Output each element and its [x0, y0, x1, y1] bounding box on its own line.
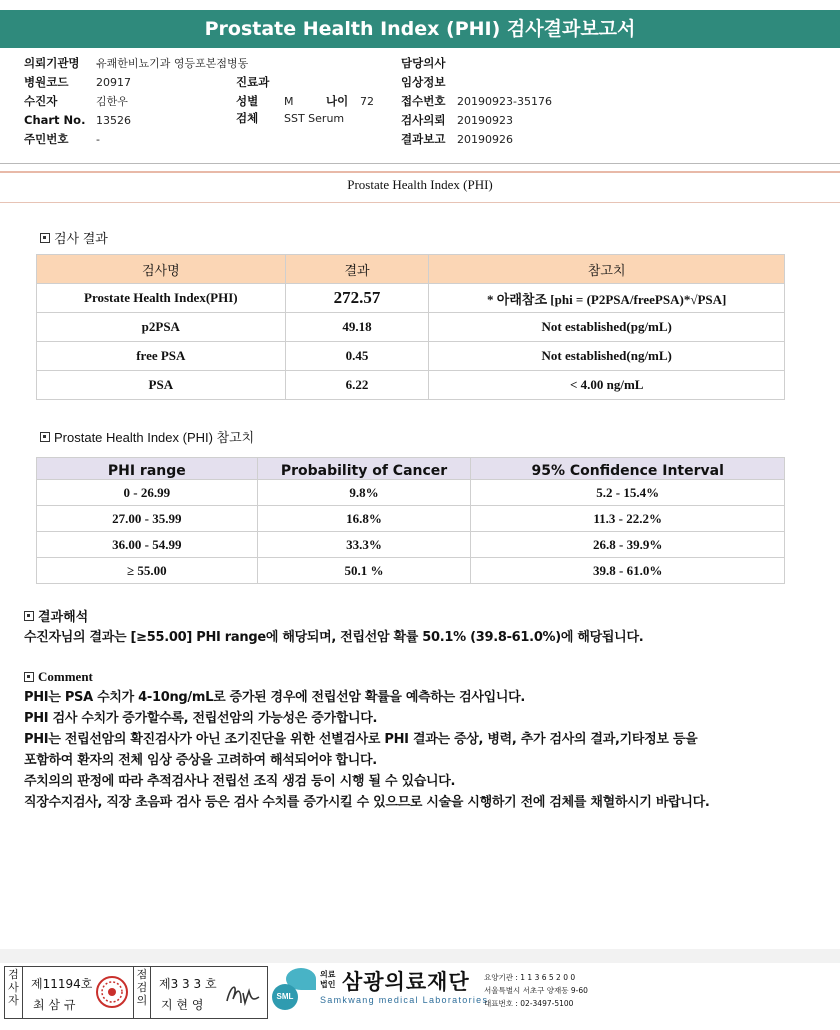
test-reference: < 4.00 ng/mL — [429, 371, 785, 400]
checkbox-square-icon — [24, 611, 34, 621]
header-result: 결과 — [285, 255, 429, 284]
footer-band — [0, 949, 840, 963]
interpretation-heading: 결과해석 — [24, 606, 88, 625]
org-contact — [484, 971, 588, 1010]
probability: 9.8% — [257, 480, 471, 506]
probability: 33.3% — [257, 532, 471, 558]
verifier-number: 제3 3 3 호 — [159, 977, 217, 991]
divider — [0, 163, 840, 164]
test-value: 0.45 — [285, 342, 429, 371]
comment-line: 직장수지검사, 직장 초음파 검사 등은 검사 수치를 증가시킬 수 있으므로 시술을 시행하기 전에 검체를 채혈하시기 바랍니다. — [24, 795, 710, 810]
checkbox-square-icon — [24, 672, 34, 682]
id-label: 주민번호 — [24, 132, 69, 146]
header-phi-range: PHI range — [37, 458, 258, 480]
name-value: 김한우 — [96, 95, 128, 108]
comment-heading: Comment — [24, 669, 93, 685]
test-reference: * 아래참조 [phi = (P2PSA/freePSA)*√PSA] — [429, 284, 785, 313]
request-label: 검사의뢰 — [401, 113, 446, 127]
ward-label: 병동 — [227, 57, 249, 70]
confidence: 39.8 - 61.0% — [471, 558, 785, 584]
clinical-label: 임상정보 — [401, 75, 446, 89]
report-label: 결과보고 — [401, 132, 446, 146]
table-row — [37, 284, 785, 313]
checkbox-square-icon — [40, 432, 50, 442]
table-header-row — [37, 458, 785, 480]
header-reference: 참고치 — [429, 255, 785, 284]
verifier-label: 점 검 의 — [133, 967, 151, 1018]
table-row — [37, 313, 785, 342]
institution-label: 의뢰기관명 — [24, 56, 80, 70]
hospital-code-label: 병원코드 — [24, 75, 69, 89]
probability: 16.8% — [257, 506, 471, 532]
reference-table — [36, 457, 785, 584]
age-value: 72 — [360, 95, 374, 108]
examiner-label: 검 사 자 — [5, 967, 23, 1018]
comment-line: PHI 검사 수치가 증가할수록, 전립선암의 가능성은 증가합니다. — [24, 711, 378, 726]
org-logo — [272, 966, 588, 1022]
comment-line: 포함하여 환자의 전체 임상 증상을 고려하여 해석되어야 합니다. — [24, 753, 377, 768]
checkbox-square-icon — [40, 233, 50, 243]
institution-value: 유쾌한비뇨기과 영등포본점 — [96, 57, 228, 70]
phi-range: ≥ 55.00 — [37, 558, 258, 584]
comment-line: PHI는 PSA 수치가 4-10ng/mL로 증가된 경우에 전립선암 확률을 예측하는 검사입니다. — [24, 690, 526, 705]
header-probability: Probability of Cancer — [257, 458, 471, 480]
test-name: free PSA — [37, 342, 286, 371]
confidence: 11.3 - 22.2% — [471, 506, 785, 532]
table-row — [37, 342, 785, 371]
probability: 50.1 % — [257, 558, 471, 584]
test-name: p2PSA — [37, 313, 286, 342]
patient-info-col2 — [236, 54, 374, 128]
org-name: 삼광의료재단 — [342, 970, 470, 994]
receipt-label: 접수번호 — [401, 94, 446, 108]
table-row — [37, 506, 785, 532]
report-value: 20190926 — [457, 133, 513, 146]
patient-info-col1 — [24, 54, 248, 149]
id-value: - — [96, 133, 100, 146]
header-confidence: 95% Confidence Interval — [471, 458, 785, 480]
divider-accent — [0, 202, 840, 203]
examiner-number: 제11194호 — [31, 977, 93, 991]
table-row — [37, 532, 785, 558]
test-name: PSA — [37, 371, 286, 400]
reference-heading: Prostate Health Index (PHI) 참고치 — [40, 427, 254, 446]
doctor-label: 담당의사 — [401, 56, 446, 70]
comment-line: PHI는 전립선암의 확진검사가 아닌 조기진단을 위한 선별검사로 PHI 결과는 증상, 병력, 추가 검사의 결과,기타정보 등을 — [24, 732, 698, 747]
age-label: 나이 — [326, 94, 349, 108]
org-address: 서울특별시 서초구 양재동 9-60 — [484, 986, 588, 995]
table-row — [37, 371, 785, 400]
report-title: Prostate Health Index (PHI) 검사결과보고서 — [0, 10, 840, 48]
test-value: 6.22 — [285, 371, 429, 400]
signature-icon — [223, 979, 263, 1009]
receipt-value: 20190923-35176 — [457, 95, 552, 108]
confidence: 26.8 - 39.9% — [471, 532, 785, 558]
phi-range: 36.00 - 54.99 — [37, 532, 258, 558]
org-english-name: Samkwang medical Laboratories — [320, 995, 489, 1005]
test-value: 272.57 — [285, 284, 429, 313]
divider-accent — [0, 171, 840, 173]
table-header-row — [37, 255, 785, 284]
chart-value: 13526 — [96, 114, 131, 127]
verifier-name: 지 현 영 — [161, 998, 204, 1012]
comment-line: 주치의의 판정에 따라 추적검사나 전립선 조직 생검 등이 시행 될 수 있습니다. — [24, 774, 456, 789]
header-test-name: 검사명 — [37, 255, 286, 284]
org-phone: 대표번호 : 02-3497-5100 — [484, 999, 574, 1008]
request-value: 20190923 — [457, 114, 513, 127]
official-seal-icon — [95, 975, 129, 1009]
name-label: 수진자 — [24, 94, 58, 108]
signature-box — [4, 966, 268, 1019]
examiner-name: 최 삼 규 — [33, 998, 76, 1012]
test-reference: Not established(ng/mL) — [429, 342, 785, 371]
department-label: 진료과 — [236, 75, 270, 89]
chart-label: Chart No. — [24, 113, 86, 127]
care-code: 요양기관 : 1 1 3 6 5 2 0 0 — [484, 973, 576, 982]
hospital-code-value: 20917 — [96, 76, 131, 89]
logo-sml-icon: SML — [272, 984, 298, 1010]
sub-title: Prostate Health Index (PHI) — [347, 177, 493, 192]
org-prefix: 의료 법인 — [320, 970, 336, 989]
sex-label: 성별 — [236, 94, 259, 108]
patient-info-col3 — [401, 54, 552, 149]
test-value: 49.18 — [285, 313, 429, 342]
interpretation-text: 수진자님의 결과는 [≥55.00] PHI range에 해당되며, 전립선암 확률 50.1% (39.8-61.0%)에 해당됩니다. — [24, 630, 644, 645]
test-name: Prostate Health Index(PHI) — [37, 284, 286, 313]
phi-range: 0 - 26.99 — [37, 480, 258, 506]
specimen-value: SST Serum — [284, 112, 345, 125]
test-reference: Not established(pg/mL) — [429, 313, 785, 342]
specimen-label: 검체 — [236, 111, 259, 125]
results-heading: 검사 결과 — [40, 228, 108, 247]
confidence: 5.2 - 15.4% — [471, 480, 785, 506]
results-table — [36, 254, 785, 400]
table-row — [37, 480, 785, 506]
sex-value: M — [284, 95, 294, 108]
table-row — [37, 558, 785, 584]
phi-range: 27.00 - 35.99 — [37, 506, 258, 532]
